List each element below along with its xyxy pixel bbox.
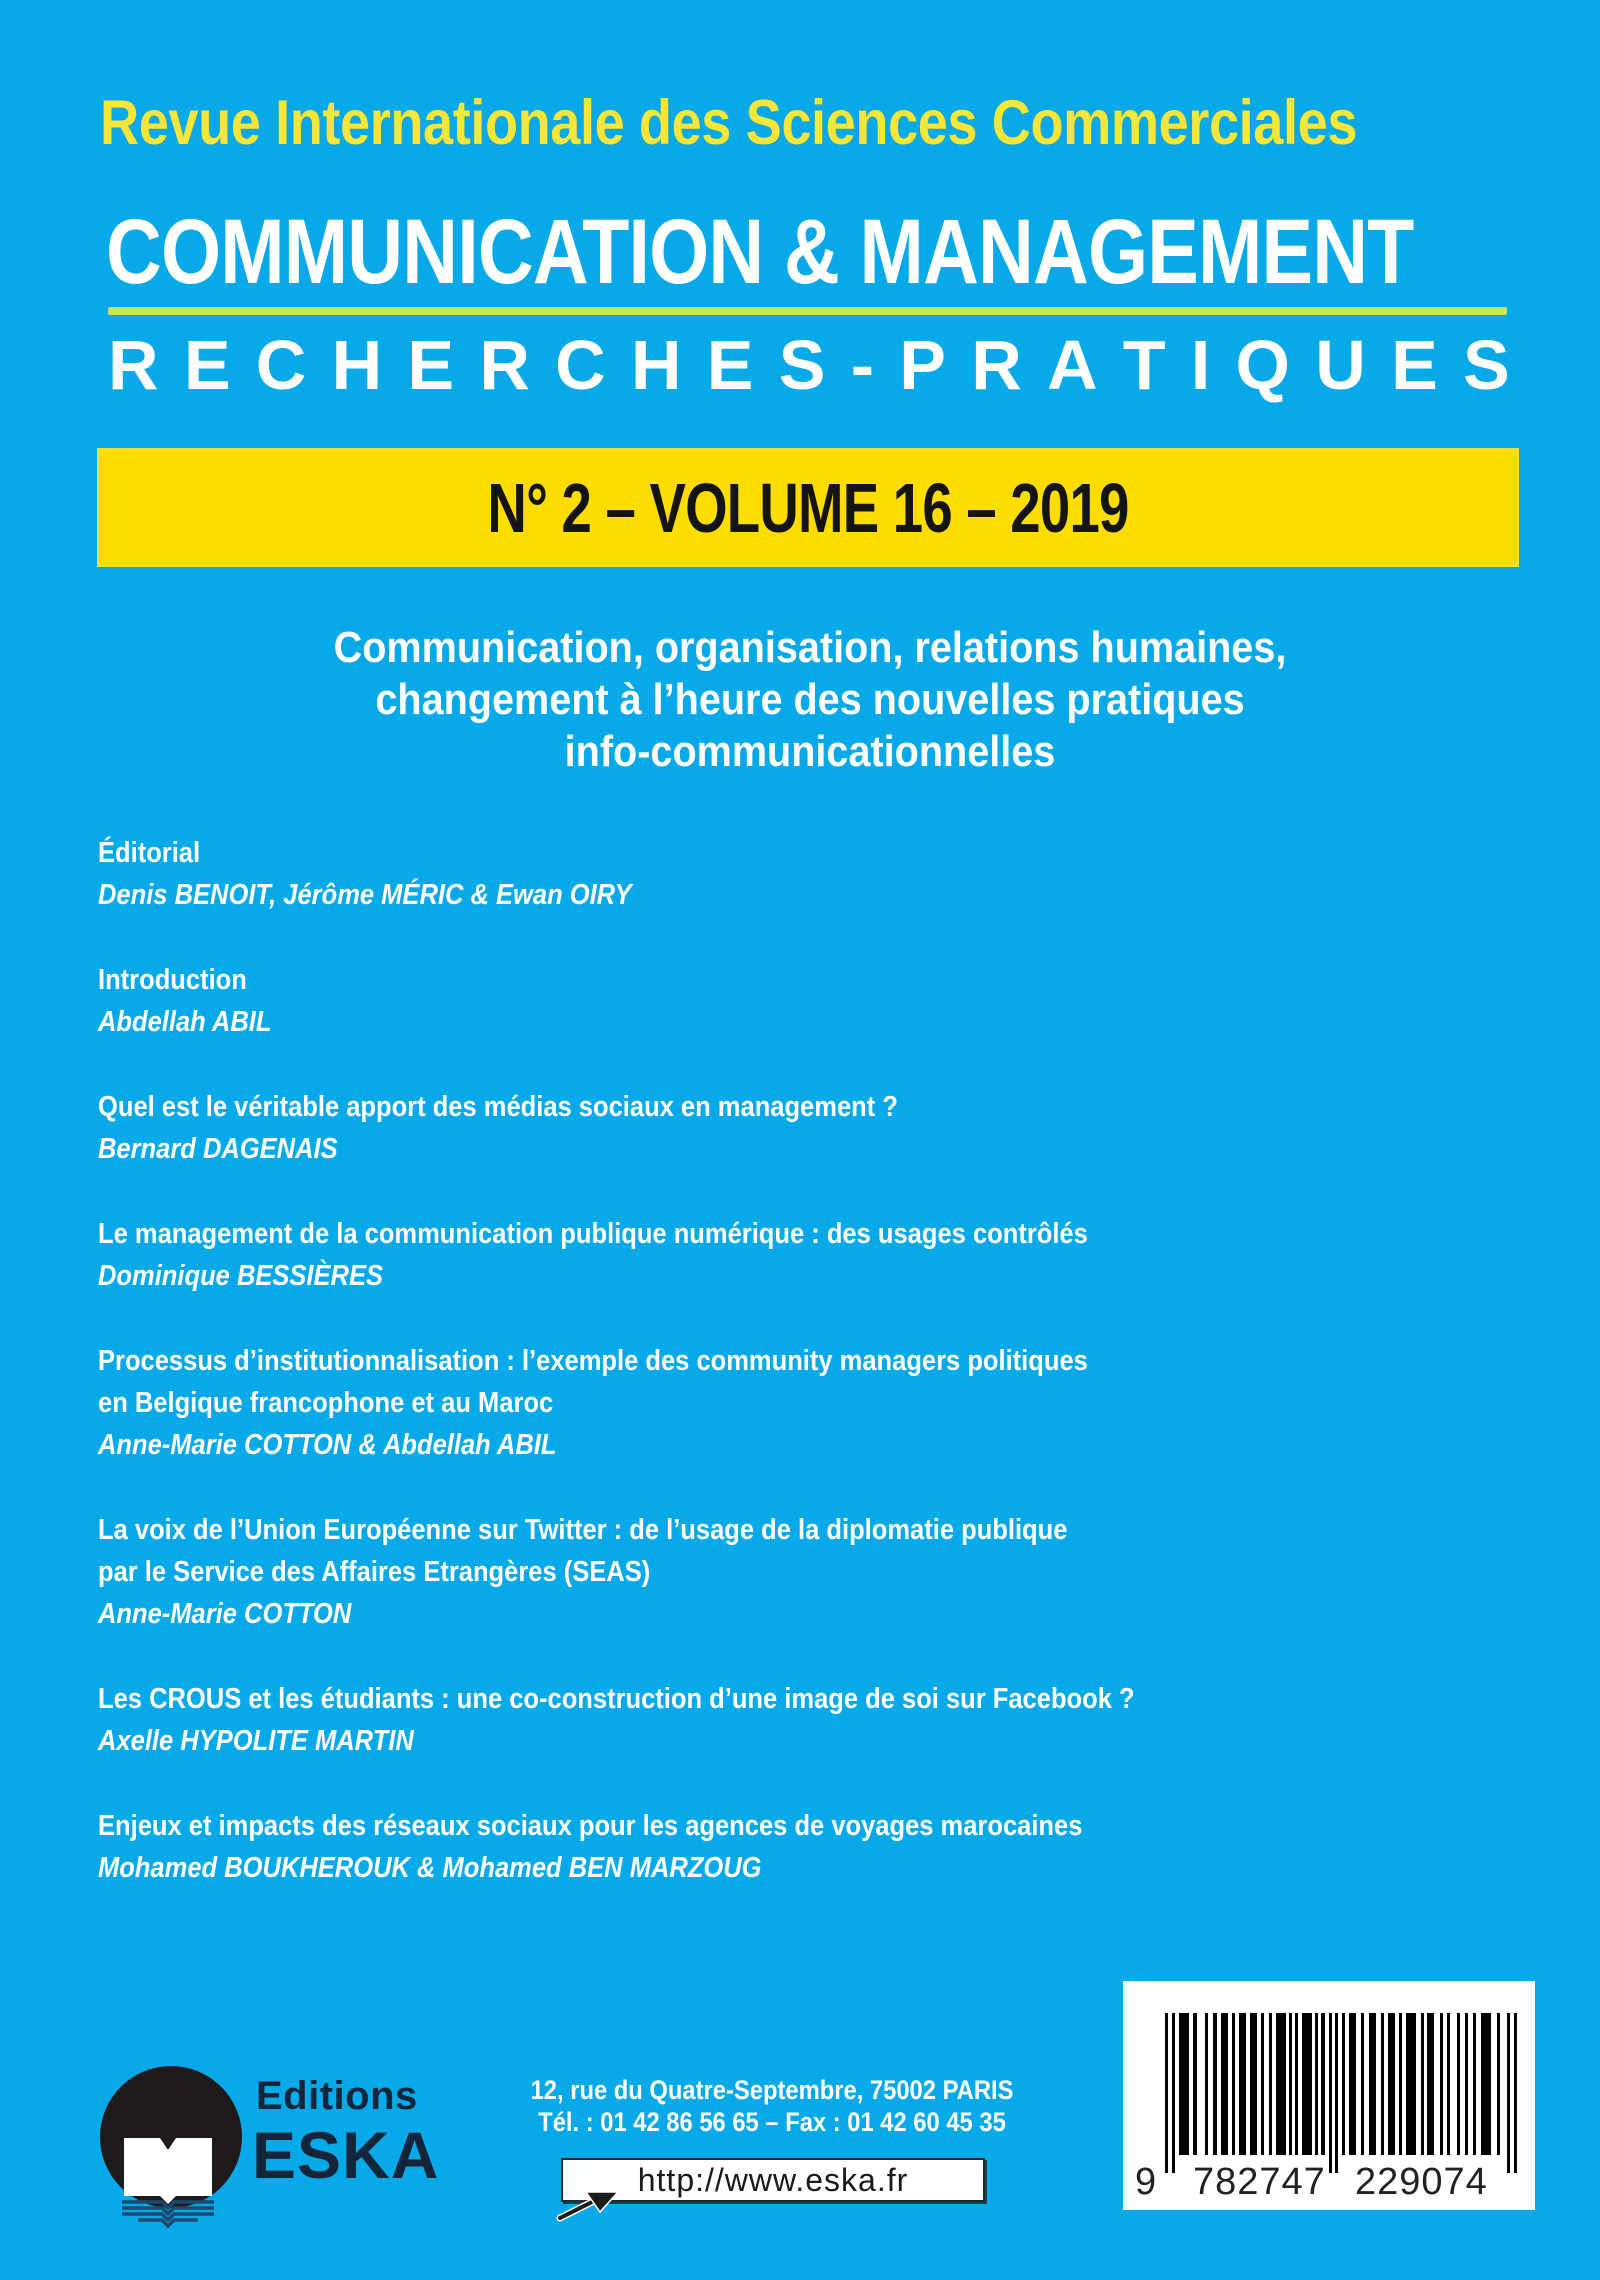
toc-entry xyxy=(98,1086,1398,1170)
subtitle-letter: C xyxy=(555,326,606,404)
toc-entry xyxy=(98,1509,1398,1635)
series-title: COMMUNICATION & MANAGEMENT xyxy=(106,201,1414,303)
toc-entry xyxy=(98,1340,1398,1466)
toc-entry xyxy=(98,1805,1398,1889)
toc-entry-authors: Bernard DAGENAIS xyxy=(98,1133,338,1165)
toc-entry-editorial xyxy=(98,832,1398,916)
toc-entry-authors: Dominique BESSIÈRES xyxy=(98,1260,384,1292)
subtitle-letter: R xyxy=(971,326,1022,404)
subtitle-letter: R xyxy=(479,326,530,404)
subtitle-letter: U xyxy=(1315,326,1366,404)
toc-entry-authors: Mohamed BOUKHEROUK & Mohamed BEN MARZOUG xyxy=(98,1852,762,1884)
toc-entry-title: Processus d’institutionnalisation : l’exemple des community managers politiques xyxy=(98,1345,1088,1377)
issue-theme xyxy=(100,622,1520,778)
toc-entry-authors: Axelle HYPOLITE MARTIN xyxy=(98,1725,414,1757)
subtitle-letter: E xyxy=(183,326,231,404)
table-of-contents xyxy=(98,832,1398,1932)
subtitle-letter: Q xyxy=(1235,326,1290,404)
toc-entry xyxy=(98,1678,1398,1762)
toc-entry-title-continued: par le Service des Affaires Etrangères (SEAS) xyxy=(98,1556,651,1588)
subtitle-letter: I xyxy=(1190,326,1211,404)
cursor-arrow-icon xyxy=(556,2188,622,2222)
series-subtitle xyxy=(108,326,1510,404)
isbn-barcode xyxy=(1123,1981,1535,2210)
isbn-digit-group: 782747 xyxy=(1193,2161,1326,2203)
toc-entry-authors: Anne-Marie COTTON xyxy=(98,1598,352,1630)
journal-name: Revue Internationale des Sciences Commerciales xyxy=(100,88,1358,158)
subtitle-letter: E xyxy=(1391,326,1438,404)
publisher-website-link[interactable]: http://www.eska.fr xyxy=(561,2158,985,2202)
toc-entry-title: Éditorial xyxy=(98,837,201,869)
subtitle-letter: A xyxy=(1047,326,1098,404)
subtitle-letter: R xyxy=(108,326,159,404)
subtitle-letter: H xyxy=(630,326,682,404)
publisher-address xyxy=(472,2074,1072,2138)
subtitle-letter: E xyxy=(706,326,754,404)
toc-entry-title-continued: en Belgique francophone et au Maroc xyxy=(98,1387,554,1419)
subtitle-letter: S xyxy=(1463,326,1510,404)
contact-line: Tél. : 01 42 86 56 65 – Fax : 01 42 60 45 35 xyxy=(538,2107,1006,2137)
toc-entry xyxy=(98,1213,1398,1297)
barcode-icon xyxy=(1165,2013,1519,2173)
theme-line: info-communicationnelles xyxy=(564,727,1056,776)
isbn-digit-group: 9 xyxy=(1135,2161,1157,2203)
toc-entry-authors: Anne-Marie COTTON & Abdellah ABIL xyxy=(98,1429,557,1461)
subtitle-separator: - xyxy=(850,326,874,404)
title-divider xyxy=(108,307,1507,315)
issue-band xyxy=(97,448,1519,567)
toc-entry-title: La voix de l’Union Européenne sur Twitter : de l’usage de la diplomatie publique xyxy=(98,1514,1068,1546)
issue-label: N° 2 – VOLUME 16 – 2019 xyxy=(487,468,1129,547)
address-line: 12, rue du Quatre-Septembre, 75002 PARIS xyxy=(530,2075,1014,2105)
publisher-name: ESKA xyxy=(252,2118,440,2192)
subtitle-letter: C xyxy=(255,326,307,404)
subtitle-letter: S xyxy=(778,326,826,404)
subtitle-letter: T xyxy=(1122,326,1166,404)
toc-entry-title: Introduction xyxy=(98,964,247,996)
theme-line: changement à l’heure des nouvelles pratiques xyxy=(375,675,1245,724)
toc-entry-title: Enjeux et impacts des réseaux sociaux pour les agences de voyages marocaines xyxy=(98,1810,1083,1842)
publisher-name-small: Editions xyxy=(256,2074,418,2118)
subtitle-letter: H xyxy=(331,326,383,404)
theme-line: Communication, organisation, relations humaines, xyxy=(333,623,1287,672)
isbn-digit-group: 229074 xyxy=(1355,2161,1488,2203)
toc-entry-title: Quel est le véritable apport des médias sociaux en management ? xyxy=(98,1091,898,1123)
book-icon xyxy=(118,2136,218,2232)
toc-entry-title: Les CROUS et les étudiants : une co-construction d’une image de soi sur Facebook ? xyxy=(98,1683,1135,1715)
subtitle-letter: P xyxy=(899,326,946,404)
toc-entry-title: Le management de la communication publique numérique : des usages contrôlés xyxy=(98,1218,1088,1250)
toc-entry-authors: Denis BENOIT, Jérôme MÉRIC & Ewan OIRY xyxy=(98,879,632,911)
toc-entry-introduction xyxy=(98,959,1398,1043)
subtitle-letter: E xyxy=(407,326,455,404)
toc-entry-authors: Abdellah ABIL xyxy=(98,1006,272,1038)
